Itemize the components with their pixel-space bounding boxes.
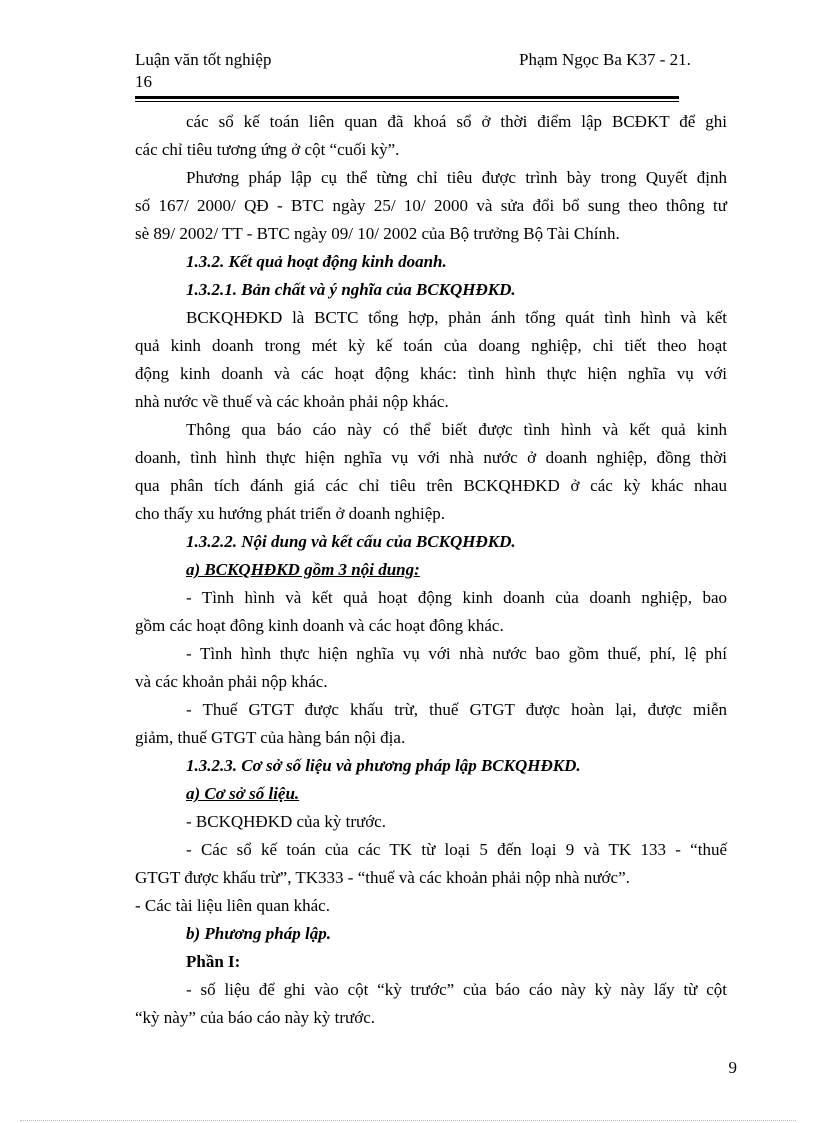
text-line: BCKQHĐKD là BCTC tổng hợp, phản ánh tổng quát tình hình và kết [186,308,727,327]
text-line: sè 89/ 2002/ TT - BTC ngày 09/ 10/ 2002 của Bộ trưởng Bộ Tài Chính. [135,224,620,243]
text-line: - Các tài liệu liên quan khác. [135,896,330,915]
text-line: - Tình hình và kết quả hoạt động kinh doanh của doanh nghiệp, bao [186,588,727,607]
header-right: Phạm Ngọc Ba K37 - 21. [519,50,691,69]
text-line: - Thuế GTGT được khấu trừ, thuế GTGT được hoàn lại, được miễn [186,700,727,719]
text-line: số 167/ 2000/ QĐ - BTC ngày 25/ 10/ 2000 và sửa đổi bổ sung theo thông tư [135,196,727,215]
header-number: 16 [135,72,152,91]
text-line: động kinh doanh và các hoạt động khác: tình hình thực hiện nghĩa vụ với [135,364,727,383]
text-line: qua phân tích đánh giá các chỉ tiêu trên BCKQHĐKD ở các kỳ khác nhau [135,476,727,495]
text-line: gồm các hoạt đông kinh doanh và các hoạt đông khác. [135,616,504,635]
text-line: và các khoản phải nộp khác. [135,672,328,691]
header-rule-thick [135,96,679,99]
section-heading: 1.3.2. Kết quả hoạt động kinh doanh. [186,252,447,271]
text-line: - Tình hình thực hiện nghĩa vụ với nhà nước bao gồm thuế, phí, lệ phí [186,644,727,663]
text-line: nhà nước về thuế và các khoản phải nộp khác. [135,392,449,411]
text-line: - số liệu để ghi vào cột “kỳ trước” của báo cáo này kỳ này lấy từ cột [186,980,727,999]
header-rule-thin [135,101,679,102]
subheading: b) Phương pháp lập. [186,924,331,943]
section-heading: 1.3.2.3. Cơ sở số liệu và phương pháp lập BCKQHĐKD. [186,756,581,775]
text-line: - BCKQHĐKD của kỳ trước. [186,812,386,831]
text-line: cho thấy xu hướng phát triển ở doanh nghiệp. [135,504,445,523]
page-number: 9 [728,1058,737,1077]
text-line: GTGT được khấu trừ”, TK333 - “thuế và các khoản phải nộp nhà nước”. [135,868,630,887]
text-line: “kỳ này” của báo cáo này kỳ trước. [135,1008,376,1027]
text-line: Thông qua báo cáo này có thể biết được tình hình và kết quả kinh [186,420,727,439]
header-left: Luận văn tốt nghiệp [135,50,272,69]
section-heading: 1.3.2.1. Bản chất và ý nghĩa của BCKQHĐKD. [186,280,516,299]
text-line: doanh, tình hình thực hiện nghĩa vụ với nhà nước ở doanh nghiệp, đồng thời [135,448,727,467]
page-border [20,1120,796,1121]
text-line: các sổ kế toán liên quan đã khoá sổ ở thời điểm lập BCĐKT để ghi [186,112,727,131]
text-line: quả kinh doanh trong mét kỳ kế toán của doang nghiệp, chi tiết theo hoạt [135,336,727,355]
text-line: Phương pháp lập cụ thể từng chỉ tiêu được trình bày trong Quyết định [186,168,727,187]
text-line: các chỉ tiêu tương ứng ở cột “cuối kỳ”. [135,140,400,159]
part-heading: Phần I: [186,952,241,971]
subheading-text: a) Cơ sở số liệu. [186,784,300,803]
subheading [186,780,727,808]
text-line: - Các sổ kế toán của các TK từ loại 5 đến loại 9 và TK 133 - “thuế [186,840,727,859]
text-line: giảm, thuế GTGT của hàng bán nội địa. [135,728,406,747]
subheading-text: a) BCKQHĐKD gồm 3 nội dung: [186,560,420,579]
subheading [186,556,727,584]
section-heading: 1.3.2.2. Nội dung và kết cấu của BCKQHĐKD. [186,532,516,551]
